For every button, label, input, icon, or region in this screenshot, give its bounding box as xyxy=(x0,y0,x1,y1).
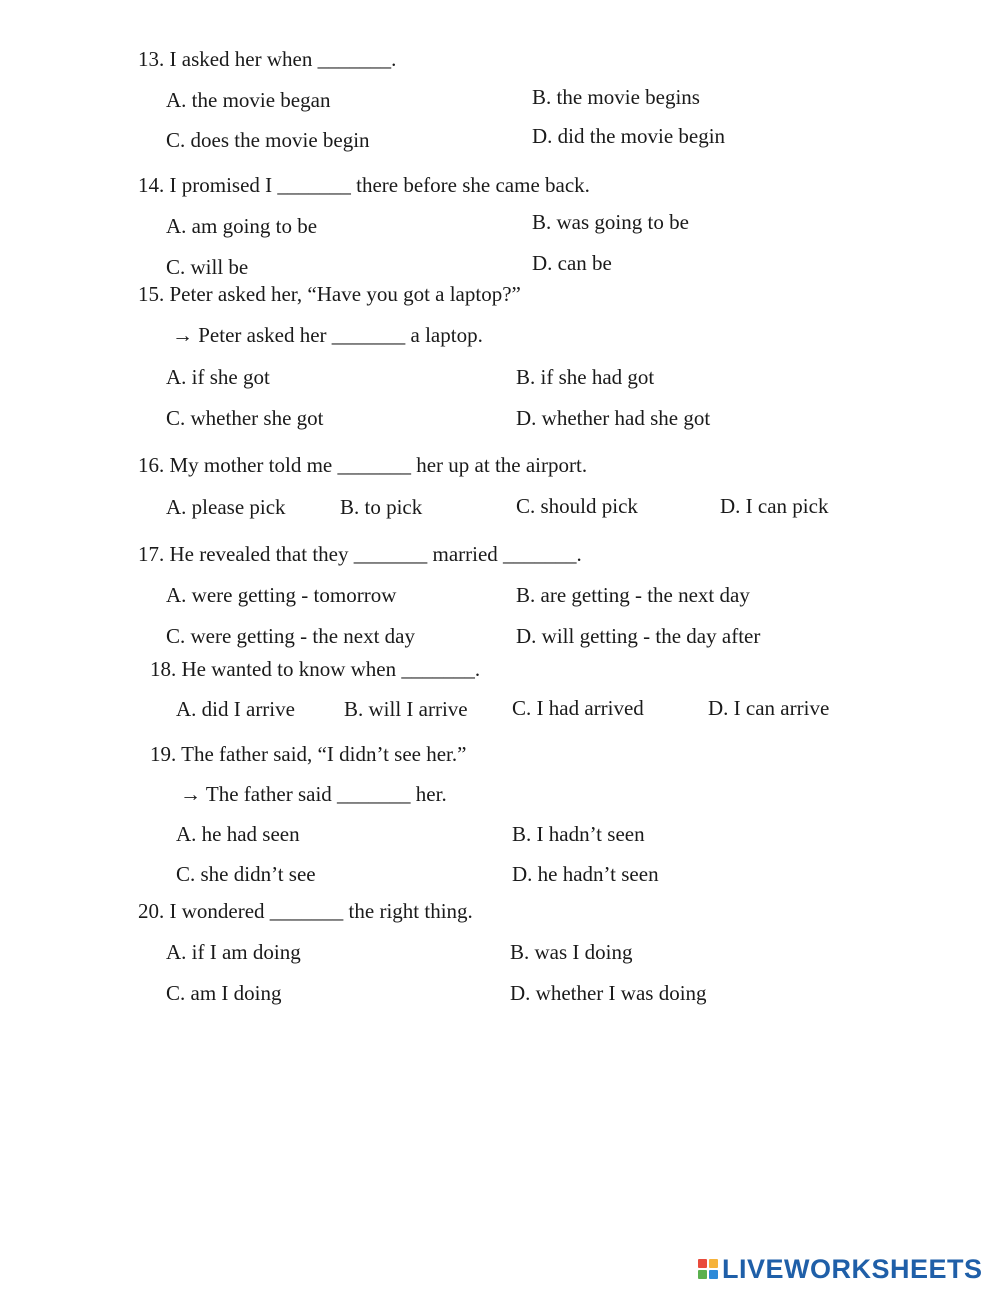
question-20-option-d: D. whether I was doing xyxy=(510,981,707,1005)
logo-square-blue xyxy=(709,1270,718,1279)
logo-squares-icon xyxy=(698,1259,718,1279)
question-15-option-b: B. if she had got xyxy=(516,365,655,389)
question-16-option-b: B. to pick xyxy=(340,495,423,519)
question-16-option-c: C. should pick xyxy=(516,494,638,518)
question-18-stem: 18. He wanted to know when _______. xyxy=(150,657,481,681)
question-15-option-c: C. whether she got xyxy=(166,406,324,430)
question-15-option-d: D. whether had she got xyxy=(516,406,711,430)
question-19-transform: → The father said _______ her. xyxy=(180,782,447,806)
logo-square-yellow xyxy=(709,1259,718,1268)
question-16-option-d: D. I can pick xyxy=(720,494,829,518)
question-17-option-a: A. were getting - tomorrow xyxy=(166,583,397,607)
question-15-option-a: A. if she got xyxy=(166,365,270,389)
question-17-option-c: C. were getting - the next day xyxy=(166,624,416,648)
question-17-stem: 17. He revealed that they _______ married _______. xyxy=(138,542,582,566)
question-13-option-c: C. does the movie begin xyxy=(166,128,370,152)
question-20-option-a: A. if I am doing xyxy=(166,940,301,964)
question-19-option-b: B. I hadn’t seen xyxy=(512,822,645,846)
question-13-option-d: D. did the movie begin xyxy=(532,124,726,148)
question-14-option-d: D. can be xyxy=(532,251,612,275)
question-18-option-b: B. will I arrive xyxy=(344,697,468,721)
question-20-stem: 20. I wondered _______ the right thing. xyxy=(138,899,473,923)
question-14-option-c: C. will be xyxy=(166,255,249,279)
question-16-option-a: A. please pick xyxy=(166,495,286,519)
question-20-option-b: B. was I doing xyxy=(510,940,633,964)
question-19-stem: 19. The father said, “I didn’t see her.” xyxy=(150,742,467,766)
liveworksheets-logo[interactable] xyxy=(698,1254,983,1284)
question-15-transform: → Peter asked her _______ a laptop. xyxy=(172,323,483,347)
question-18-option-a: A. did I arrive xyxy=(176,697,295,721)
question-13-option-a: A. the movie began xyxy=(166,88,331,112)
question-15-stem: 15. Peter asked her, “Have you got a laptop?” xyxy=(138,282,521,306)
logo-text: LIVEWORKSHEETS xyxy=(722,1253,983,1284)
question-20-option-c: C. am I doing xyxy=(166,981,282,1005)
question-18-option-d: D. I can arrive xyxy=(708,696,830,720)
logo-square-green xyxy=(698,1270,707,1279)
question-14-option-b: B. was going to be xyxy=(532,210,689,234)
question-19-option-c: C. she didn’t see xyxy=(176,862,316,886)
question-19-option-a: A. he had seen xyxy=(176,822,300,846)
question-19-option-d: D. he hadn’t seen xyxy=(512,862,659,886)
question-13-stem: 13. I asked her when _______. xyxy=(138,47,397,71)
question-17-option-b: B. are getting - the next day xyxy=(516,583,750,607)
logo-square-red xyxy=(698,1259,707,1268)
question-18-option-c: C. I had arrived xyxy=(512,696,644,720)
question-14-stem: 14. I promised I _______ there before she came back. xyxy=(138,173,590,197)
question-16-stem: 16. My mother told me _______ her up at the airport. xyxy=(138,453,588,477)
question-17-option-d: D. will getting - the day after xyxy=(516,624,761,648)
question-14-option-a: A. am going to be xyxy=(166,214,318,238)
question-13-option-b: B. the movie begins xyxy=(532,85,700,109)
